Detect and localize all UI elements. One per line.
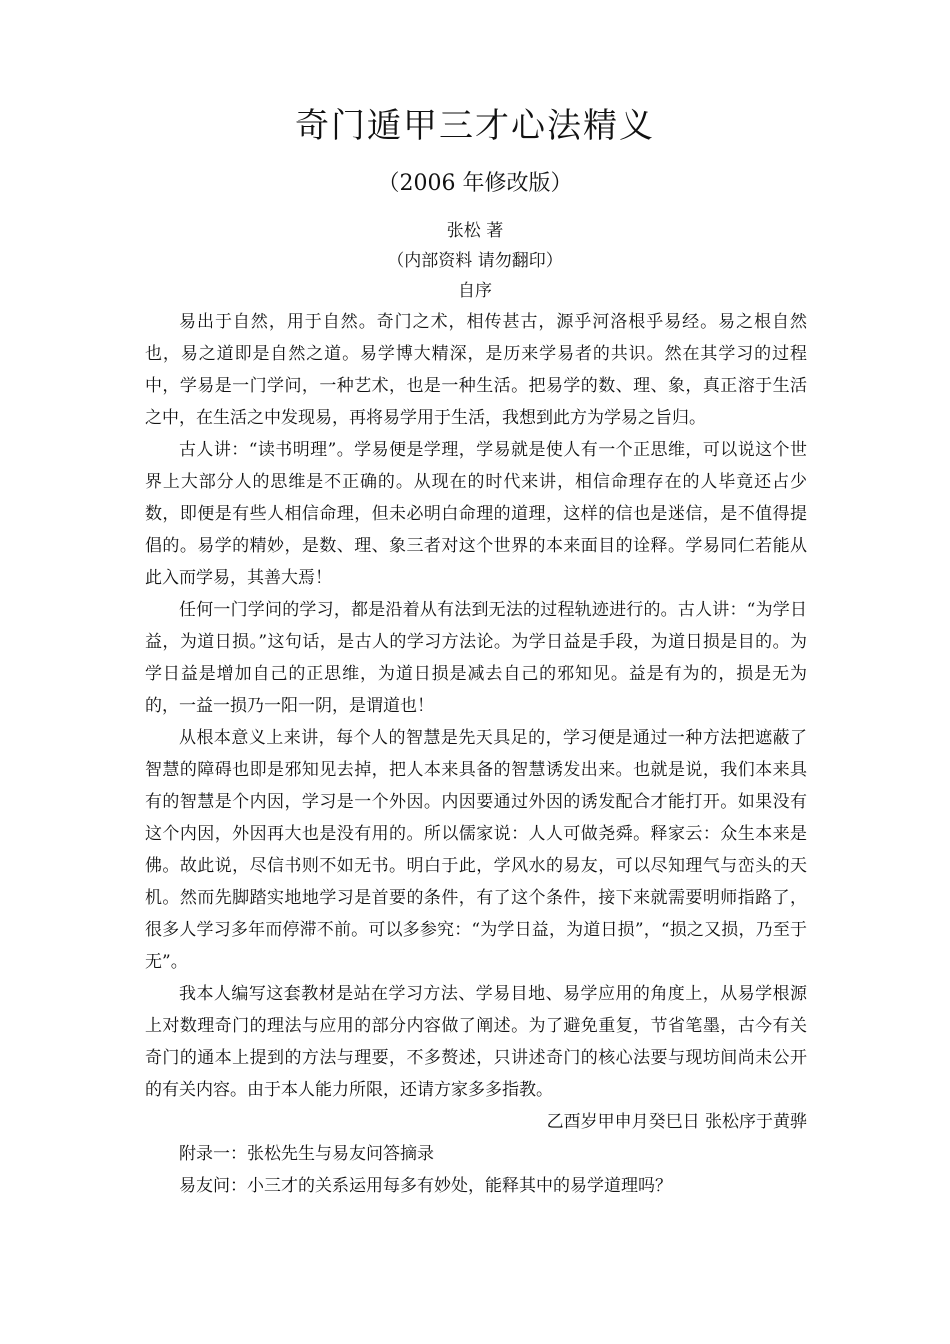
paragraph-3: 任何一门学问的学习，都是沿着从有法到无法的过程轨迹进行的。古人讲：“为学日益，为道日损。”这句话，是古人的学习方法论。为学日益是手段，为道日损是目的。为学日益是增加自己的正思维，为道日损是减去自己的邪知见。益是有为的，损是无为的，一益一损乃一阳一阴，是谓道也！ xyxy=(145,600,807,716)
document-title: 奇门遁甲三才心法精义 xyxy=(295,106,655,146)
appendix-heading: 附录一：张松先生与易友问答摘录 xyxy=(179,1144,434,1164)
document-subtitle: （2006 年修改版） xyxy=(377,171,573,196)
author-line: 张松 著 xyxy=(446,221,504,241)
paragraph-1: 易出于自然，用于自然。奇门之术，相传甚古，源乎河洛根乎易经。易之根自然也，易之道即是自然之道。易学博大精深，是历来学易者的共识。然在其学习的过程中，学易是一门学问，一种艺术，也是一种生活。把易学的数、理、象，真正溶于生活之中，在生活之中发现易，再将易学用于生活，我想到此方为学易之旨归。 xyxy=(145,312,807,428)
preface-signature: 乙酉岁甲申月癸巳日 张松序于黄骅 xyxy=(546,1112,807,1132)
paragraph-4: 从根本意义上来讲，每个人的智慧是先天具足的，学习便是通过一种方法把遮蔽了智慧的障碍也即是邪知见去掉，把人本来具备的智慧诱发出来。也就是说，我们本来具有的智慧是个内因，学习是一个外因。内因要通过外因的诱发配合才能打开。如果没有这个内因，外因再大也是没有用的。所以儒家说：人人可做尧舜。释家云：众生本来是佛。故此说，尽信书则不如无书。明白于此，学风水的易友，可以尽知理气与峦头的天机。然而先脚踏实地地学习是首要的条件，有了这个条件，接下来就需要明师指路了，很多人学习多年而停滞不前。可以多参究：“为学日益，为道日损”，“损之又损，乃至于无”。 xyxy=(145,728,807,972)
paragraph-2: 古人讲：“读书明理”。学易便是学理，学易就是使人有一个正思维，可以说这个世界上大部分人的思维是不正确的。从现在的时代来讲，相信命理存在的人毕竟还占少数，即便是有些人相信命理，但未必明白命理的道理，这样的信也是迷信，是不值得提倡的。易学的精妙，是数、理、象三者对这个世界的本来面目的诠释。学易同仁若能从此入而学易，其善大焉！ xyxy=(145,440,807,588)
preface-heading: 自序 xyxy=(458,281,492,301)
preface-body xyxy=(145,306,807,1202)
paragraph-5: 我本人编写这套教材是站在学习方法、学易目地、易学应用的角度上，从易学根源上对数理奇门的理法与应用的部分内容做了阐述。为了避免重复，节省笔墨，古今有关奇门的通本上提到的方法与理要，不多赘述，只讲述奇门的核心法要与现坊间尚未公开的有关内容。由于本人能力所限，还请方家多多指教。 xyxy=(145,984,807,1100)
restriction-note: （内部资料 请勿翻印） xyxy=(387,251,563,271)
first-question: 易友问：小三才的关系运用每多有妙处，能释其中的易学道理吗？ xyxy=(179,1176,672,1196)
